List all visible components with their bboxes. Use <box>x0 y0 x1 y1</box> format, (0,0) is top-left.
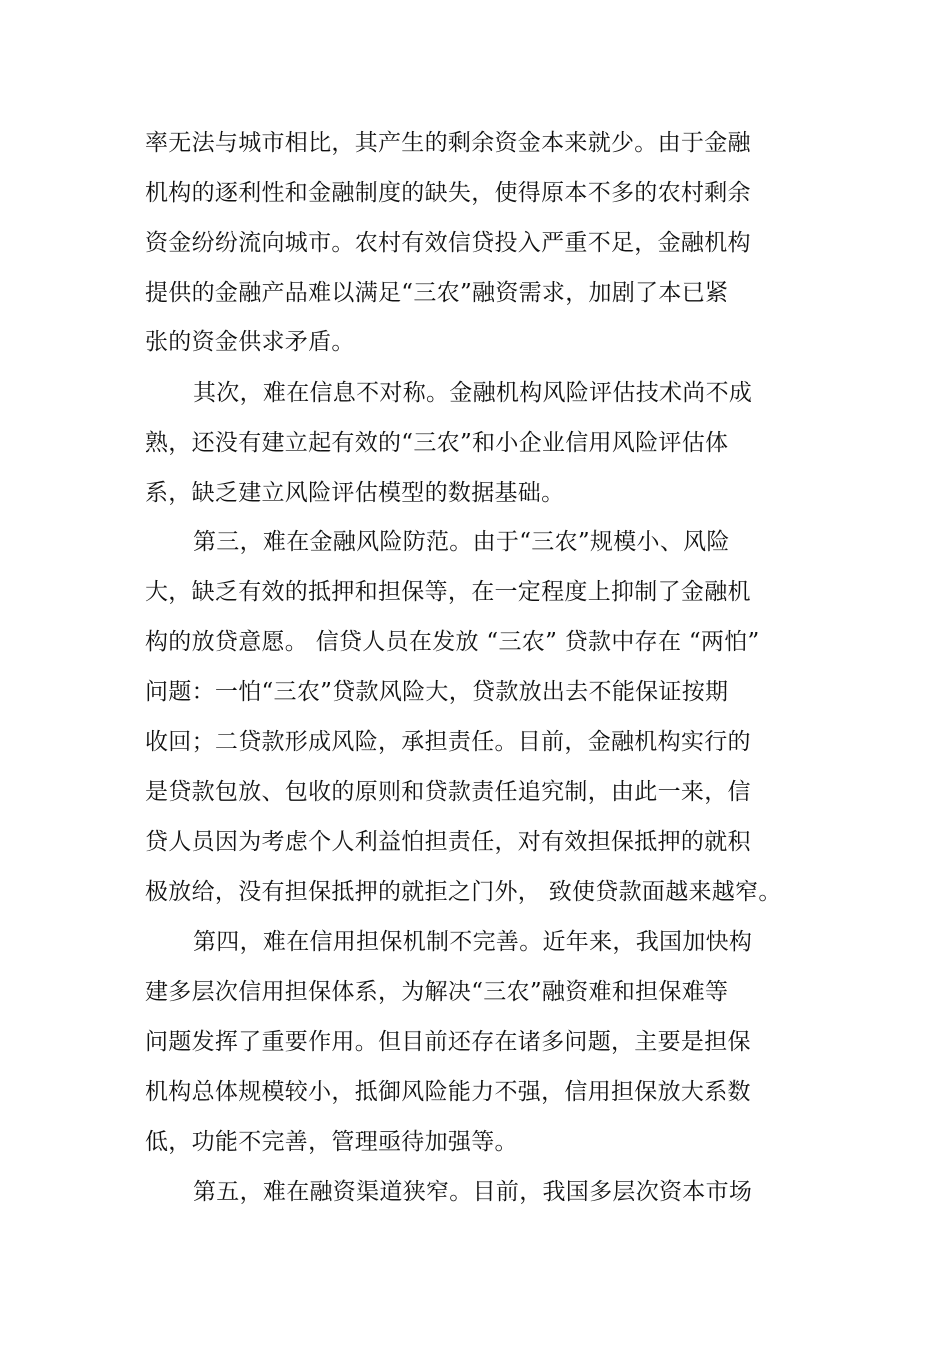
text-line: 熟，还没有建立起有效的“三农”和小企业信用风险评估体 <box>145 430 729 456</box>
text-line: 构的放贷意愿。 信贷人员在发放 “三农” 贷款中存在 “两怕” <box>145 629 760 655</box>
text-line: 是贷款包放、包收的原则和贷款责任追究制，由此一来，信 <box>145 779 751 805</box>
text-line: 机构总体规模较小，抵御风险能力不强，信用担保放大系数 <box>145 1079 751 1105</box>
text-line: 问题发挥了重要作用。但目前还存在诸多问题，主要是担保 <box>145 1029 751 1055</box>
paragraph-first-line: 第五，难在融资渠道狭窄。目前，我国多层次资本市场 <box>193 1179 753 1205</box>
text-line: 张的资金供求矛盾。 <box>145 329 355 355</box>
text-line: 极放给，没有担保抵押的就拒之门外， 致使贷款面越来越窄。 <box>145 879 782 905</box>
text-line: 资金纷纷流向城市。农村有效信贷投入严重不足，金融机构 <box>145 230 751 256</box>
text-line: 提供的金融产品难以满足“三农”融资需求，加剧了本已紧 <box>145 280 729 306</box>
text-line: 低，功能不完善，管理亟待加强等。 <box>145 1129 518 1155</box>
text-line: 系，缺乏建立风险评估模型的数据基础。 <box>145 480 565 506</box>
text-line: 机构的逐利性和金融制度的缺失，使得原本不多的农村剩余 <box>145 180 751 206</box>
text-line: 问题：一怕“三农”贷款风险大，贷款放出去不能保证按期 <box>145 679 729 705</box>
paragraph-first-line: 第三，难在金融风险防范。由于“三农”规模小、风险 <box>193 529 730 555</box>
paragraph-first-line: 其次，难在信息不对称。金融机构风险评估技术尚不成 <box>193 380 753 406</box>
text-line: 大，缺乏有效的抵押和担保等，在一定程度上抑制了金融机 <box>145 579 751 605</box>
text-line: 收回；二贷款形成风险，承担责任。目前，金融机构实行的 <box>145 729 751 755</box>
text-line: 贷人员因为考虑个人利益怕担责任，对有效担保抵押的就积 <box>145 829 751 855</box>
text-line: 率无法与城市相比，其产生的剩余资金本来就少。由于金融 <box>145 130 751 156</box>
text-line: 建多层次信用担保体系，为解决“三农”融资难和担保难等 <box>145 979 729 1005</box>
paragraph-first-line: 第四，难在信用担保机制不完善。近年来，我国加快构 <box>193 929 753 955</box>
